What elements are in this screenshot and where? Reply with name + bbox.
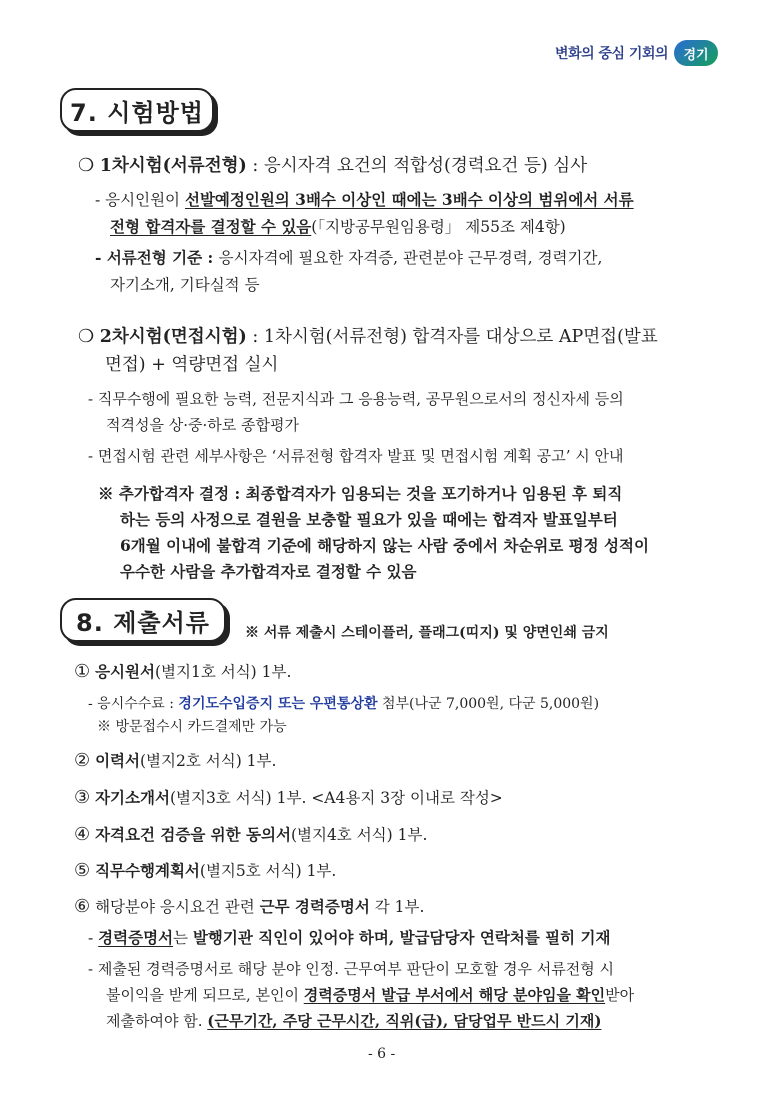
item-2nd-exam-line-2: 면접) + 역량면접 실시 [105, 355, 279, 375]
detail-1-line-1: - 응시인원이 선발예정인원의 3배수 이상인 때에는 3배수 이상의 범위에서 서류 [95, 190, 634, 209]
detail-1-line-2: 전형 합격자를 결정할 수 있음(「지방공무원임용령」 제55조 제4항) [110, 217, 566, 236]
submission-notice: ※ 서류 제출시 스테이플러, 플래그(띠지) 및 양면인쇄 금지 [245, 625, 609, 641]
doc-item-5: ⑤ 직무수행계획서(별지5호 서식) 1부. [74, 860, 337, 881]
detail-2-line-1: - 서류전형 기준 : 응시자격에 필요한 자격증, 관련분야 근무경력, 경력기간, [95, 248, 603, 267]
doc-item-1: ① 응시원서(별지1호 서식) 1부. [74, 661, 292, 682]
logo-text: 변화의 중심 기회의 [555, 46, 668, 62]
page-number: - 6 - [368, 1046, 396, 1062]
doc-item-6-sub-1: - 경력증명서는 발행기관 직인이 있어야 하며, 발급담당자 연락처를 필히 기재 [88, 928, 611, 947]
note-line-1: ※ 추가합격자 결정 : 최종합격자가 임용되는 것을 포기하거나 임용된 후 퇴직 [98, 484, 623, 503]
doc-item-2: ② 이력서(별지2호 서식) 1부. [74, 750, 277, 771]
section-7-title: 7. 시험방법 [60, 88, 214, 132]
doc-item-1-fee: - 응시수수료 : 경기도수입증지 또는 우편통상환 첨부(나군 7,000원, 다군 5,000원) [88, 696, 600, 712]
section-8-title: 8. 제출서류 [60, 598, 226, 642]
detail-3-line-1: - 직무수행에 필요한 능력, 전문지식과 그 응용능력, 공무원으로서의 정신자세 등의 [88, 390, 624, 408]
detail-2-line-2: 자기소개, 기타실적 등 [110, 276, 260, 294]
doc-item-6: ⑥ 해당분야 응시요건 관련 근무 경력증명서 각 1부. [74, 896, 425, 917]
note-line-4: 우수한 사람을 추가합격자로 결정할 수 있음 [120, 562, 417, 581]
logo-badge: 경기 [674, 40, 718, 66]
item-2nd-exam: ❍ 2차시험(면접시험) : 1차시험(서류전형) 합격자를 대상으로 AP면접(발표 [78, 326, 658, 347]
doc-item-6-sub-2-line-2: 불이익을 받게 되므로, 본인이 경력증명서 발급 부서에서 해당 분야임을 확인받아 [106, 986, 635, 1004]
detail-3-line-2: 적격성을 상·중·하로 종합평가 [106, 416, 299, 434]
note-line-2: 하는 등의 사정으로 결원을 보충할 필요가 있을 때에는 합격자 발표일부터 [120, 510, 618, 529]
doc-item-6-sub-2-line-1: - 제출된 경력증명서로 해당 분야 인정. 근무여부 판단이 모호할 경우 서류전형 시 [88, 960, 614, 978]
doc-item-3: ③ 자기소개서(별지3호 서식) 1부. <A4용지 3장 이내로 작성> [74, 787, 503, 808]
doc-item-1-note: ※ 방문접수시 카드결제만 가능 [97, 719, 287, 735]
gyeonggi-logo [555, 40, 718, 66]
note-line-3: 6개월 이내에 불합격 기준에 해당하지 않는 사람 중에서 차순위로 평정 성적이 [120, 536, 649, 555]
doc-item-4: ④ 자격요건 검증을 위한 동의서(별지4호 서식) 1부. [74, 824, 428, 845]
item-1st-exam: ❍ 1차시험(서류전형) : 응시자격 요건의 적합성(경력요건 등) 심사 [78, 155, 588, 176]
detail-4-line-1: - 면접시험 관련 세부사항은 ‘서류전형 합격자 발표 및 면접시험 계획 공고’ 시 안내 [88, 447, 624, 465]
doc-item-6-sub-2-line-3: 제출하여야 함. (근무기간, 주당 근무시간, 직위(급), 담당업무 반드시 기재) [106, 1012, 602, 1030]
